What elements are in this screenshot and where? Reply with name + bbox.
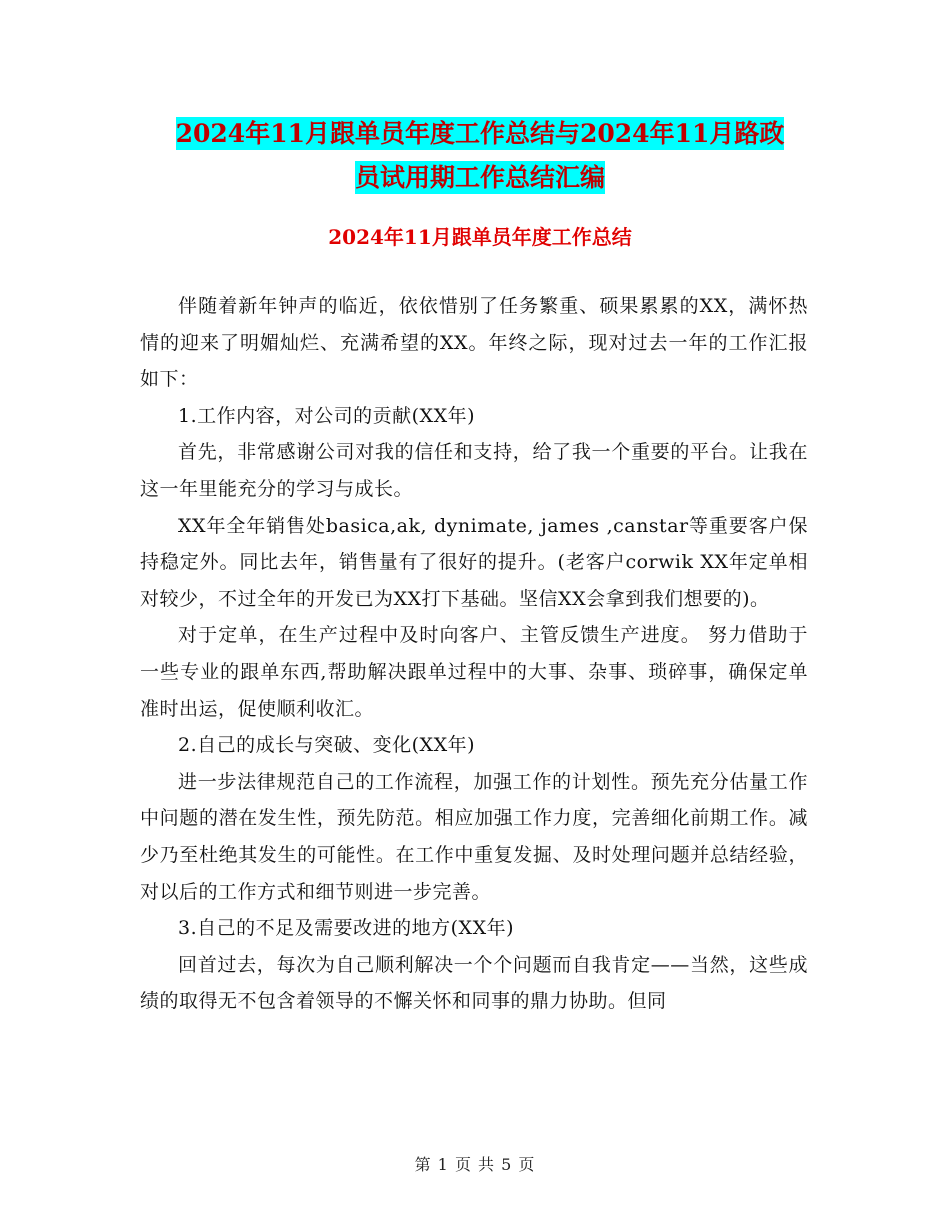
paragraph: 3.自己的不足及需要改进的地方(XX年) — [178, 917, 515, 940]
document-title — [140, 112, 820, 200]
paragraph: 2.自己的成长与突破、变化(XX年) — [178, 734, 476, 757]
section-title: 2024年11月跟单员年度工作总结 — [328, 225, 632, 249]
page-number-footer: 第 1 页 共 5 页 — [414, 1155, 536, 1174]
paragraph: 伴随着新年钟声的临近，依依惜别了任务繁重、硕果累累的XX，满怀热情的迎来了明媚灿烂、充满希望的XX。年终之际，现对过去一年的工作汇报如下： — [140, 295, 808, 391]
paragraph: 进一步法律规范自己的工作流程，加强工作的计划性。预先充分估量工作中问题的潜在发生性，预先防范。相应加强工作力度，完善细化前期工作。减少乃至杜绝其发生的可能性。在工作中重复发掘、及时处理问题并总结经验，对以后的工作方式和细节则进一步完善。 — [140, 770, 808, 903]
paragraph: 对于定单，在生产过程中及时向客户、主管反馈生产进度。 努力借助于一些专业的跟单东西,帮助解决跟单过程中的大事、杂事、琐碎事，确保定单准时出运，促使顺利收汇。 — [140, 624, 808, 720]
document-title-line1: 2024年11月跟单员年度工作总结与2024年11月路政 — [175, 119, 785, 148]
paragraph: 回首过去，每次为自己顺利解决一个个问题而自我肯定——当然，这些成绩的取得无不包含着领导的不懈关怀和同事的鼎力协助。但同 — [140, 953, 808, 1013]
paragraph: XX年全年销售处basica,ak, dynimate, james ,canstar等重要客户保持稳定外。同比去年，销售量有了很好的提升。(老客户corwik XX年定单相对较少，不过全年的开发已为XX打下基础。坚信XX会拿到我们想要的)。 — [140, 514, 808, 610]
document-body — [140, 288, 808, 1020]
paragraph: 首先，非常感谢公司对我的信任和支持，给了我一个重要的平台。让我在这一年里能充分的学习与成长。 — [140, 441, 808, 500]
paragraph: 1.工作内容，对公司的贡献(XX年) — [178, 404, 476, 427]
document-title-line2: 员试用期工作总结汇编 — [354, 163, 605, 192]
